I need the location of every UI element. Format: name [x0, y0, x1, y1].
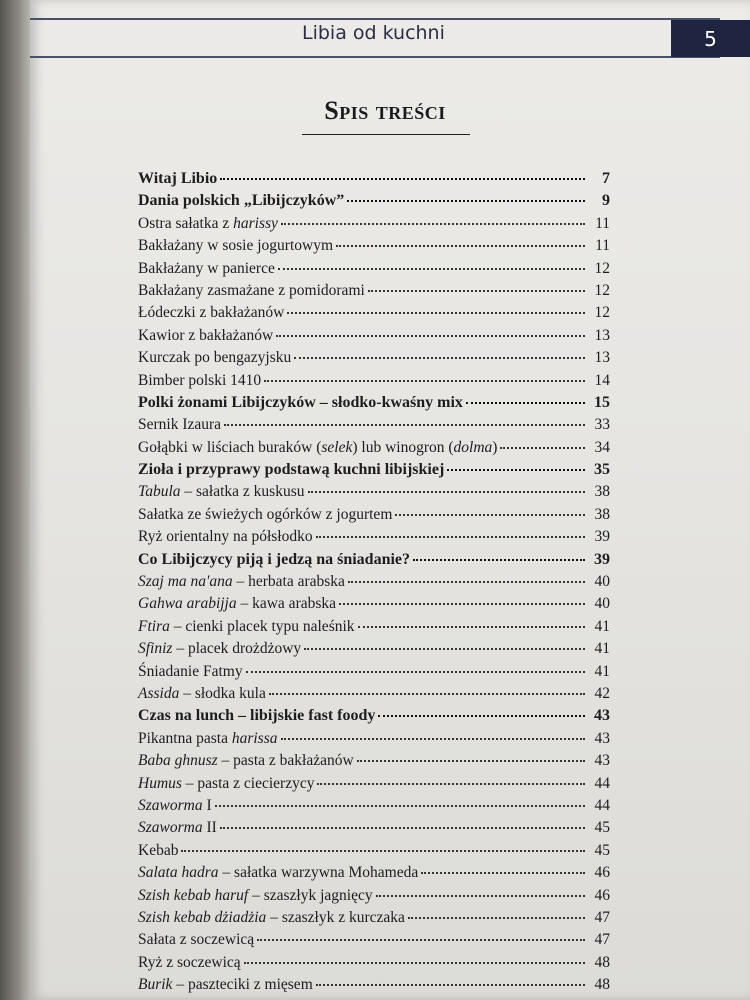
toc-entry-italic-text: Szish kebab dżiadżia: [138, 908, 267, 926]
toc-entry-text: Polki żonami Libijczyków – słodko-kwaśny mix: [138, 393, 463, 411]
toc-entry-italic-text: selek: [321, 438, 353, 456]
toc-entry-title: [138, 573, 345, 591]
toc-entry-text: Sałatka ze świeżych ogórków z jogurtem: [138, 505, 393, 523]
toc-entry-title: [138, 528, 313, 546]
toc-entry-text: Łódeczki z bakłażanów: [138, 304, 285, 322]
toc-entry-text: Bakłażany w sosie jogurtowym: [138, 237, 334, 255]
toc-entry-text: II: [202, 819, 217, 837]
toc-entry-text: I: [202, 796, 212, 814]
toc-leader-dots: [358, 626, 585, 628]
toc-leader-dots: [308, 491, 586, 493]
toc-entry-italic-text: Tabula: [138, 483, 181, 501]
toc-page-number: 47: [594, 931, 610, 949]
toc-entry-italic-text: Szaj ma na'ana: [138, 573, 233, 591]
toc-entry: [138, 260, 610, 282]
toc-entry: [138, 842, 610, 864]
toc-entry-text: – herbata arabska: [232, 573, 345, 591]
toc-entry-title: [138, 819, 217, 837]
toc-entry-italic-text: harissa: [231, 729, 278, 747]
toc-leader-dots: [220, 827, 585, 829]
toc-entry-text: Gołąbki w liściach buraków (: [138, 438, 322, 456]
toc-leader-dots: [466, 402, 585, 404]
toc-entry-italic-text: Assida: [138, 684, 180, 702]
toc-entry: [138, 439, 610, 461]
toc-page-number: 35: [594, 461, 610, 479]
toc-entry-title: [138, 439, 497, 457]
toc-page-number: 45: [594, 819, 610, 837]
toc-entry-text: – szaszłyk z kurczaka: [266, 908, 405, 926]
toc-page-number: 7: [602, 170, 610, 187]
toc-entry: [138, 775, 610, 797]
toc-entry-italic-text: harissy: [233, 214, 278, 232]
toc-page-number: 46: [594, 864, 610, 882]
toc-page-number: 40: [594, 573, 610, 591]
header-rule-bottom: [30, 56, 720, 58]
page-number: 5: [704, 26, 717, 51]
toc-entry-italic-text: Sfiniz: [138, 640, 173, 658]
toc-entry-text: ): [492, 438, 498, 456]
toc-page-number: 45: [594, 841, 610, 859]
toc-entry-title: [138, 640, 301, 658]
toc-entry-title: [138, 976, 313, 994]
toc-heading-underline: [302, 134, 470, 135]
toc-page-number: 48: [594, 953, 610, 971]
toc-page-number: 38: [594, 483, 610, 501]
toc-entry-title: [138, 416, 221, 434]
toc-entry: [138, 931, 610, 953]
toc-entry-title: [138, 797, 212, 815]
toc-entry: [138, 349, 610, 371]
toc-leader-dots: [348, 581, 585, 583]
toc-entry-text: Śniadanie Fatmy: [138, 662, 243, 680]
toc-entry: [138, 327, 610, 349]
toc-leader-dots: [220, 178, 585, 180]
toc-leader-dots: [287, 312, 585, 314]
toc-entry-title: [138, 931, 254, 949]
header-rule-top: [30, 18, 720, 20]
toc-entry-text: – kawa arabska: [236, 595, 337, 613]
toc-entry: [138, 506, 610, 528]
toc-entry: [138, 976, 610, 998]
toc-page-number: 43: [594, 729, 610, 747]
toc-entry-title: [138, 752, 354, 770]
toc-leader-dots: [447, 469, 585, 471]
toc-entry-title: [138, 192, 344, 210]
toc-entry-italic-text: Humus: [138, 774, 182, 792]
toc-entry: [138, 730, 610, 752]
toc-page-number: 42: [594, 684, 610, 702]
toc-leader-dots: [500, 447, 585, 449]
toc-leader-dots: [316, 536, 585, 538]
toc-entry-text: Ryż z soczewicą: [138, 953, 241, 971]
page-number-box: [671, 20, 750, 57]
toc-section-entry: [138, 192, 610, 214]
toc-entry-text: – placek drożdżowy: [172, 640, 302, 658]
toc-page-number: 11: [595, 237, 610, 255]
toc-entry: [138, 573, 610, 595]
toc-entry-title: [138, 864, 418, 882]
toc-entry-title: [138, 327, 273, 345]
toc-entry-text: Sernik Izaura: [138, 416, 222, 434]
running-head-title: Libia od kuchni: [302, 22, 445, 44]
toc-entry-text: Czas na lunch – libijskie fast foody: [138, 707, 376, 725]
toc-entry: [138, 416, 610, 438]
toc-entry-text: Witaj Libio: [138, 170, 218, 187]
toc-heading: Spis treści: [324, 96, 446, 125]
toc-page-number: 33: [594, 416, 610, 434]
toc-page-number: 14: [594, 371, 610, 389]
toc-entry-title: [138, 349, 291, 367]
toc-entry-title: [138, 506, 392, 524]
toc-entry-text: Kebab: [138, 841, 179, 859]
toc-entry-title: [138, 909, 405, 927]
toc-page-number: 13: [594, 349, 610, 367]
toc-page-number: 13: [594, 326, 610, 344]
toc-leader-dots: [264, 380, 585, 382]
toc-leader-dots: [316, 984, 585, 986]
toc-entry-italic-text: Salata hadra: [138, 864, 219, 882]
toc-page-number: 41: [594, 640, 610, 658]
toc-page-number: 44: [594, 774, 610, 792]
toc-page-number: 46: [594, 886, 610, 904]
table-of-contents: [138, 170, 610, 998]
toc-entry-text: – cienki placek typu naleśnik: [169, 617, 355, 635]
toc-entry: [138, 663, 610, 685]
toc-page-number: 15: [594, 393, 610, 411]
toc-entry-italic-text: Baba ghnusz: [138, 752, 218, 770]
toc-entry-text: Kawior z bakłażanów: [138, 326, 274, 344]
toc-entry-italic-text: Szaworma: [138, 796, 203, 814]
toc-page-number: 40: [594, 595, 610, 613]
toc-entry-italic-text: Szaworma: [138, 819, 203, 837]
toc-entry: [138, 237, 610, 259]
toc-entry-text: – pasta z bakłażanów: [217, 752, 354, 770]
toc-leader-dots: [395, 514, 585, 516]
toc-section-entry: [138, 394, 610, 416]
toc-entry: [138, 372, 610, 394]
toc-leader-dots: [281, 223, 585, 225]
toc-entry-text: Ryż orientalny na półsłodko: [138, 528, 313, 546]
toc-entry-title: [138, 685, 266, 703]
toc-entry: [138, 595, 610, 617]
toc-leader-dots: [215, 805, 585, 807]
toc-entry: [138, 954, 610, 976]
toc-entry-title: [138, 372, 261, 390]
toc-page-number: 41: [594, 617, 610, 635]
toc-entry-text: – pasta z ciecierzycy: [181, 774, 315, 792]
toc-entry-italic-text: Gahwa arabijja: [138, 595, 237, 613]
toc-entry-text: – paszteciki z mięsem: [172, 976, 313, 994]
toc-entry-text: Sałata z soczewicą: [138, 931, 255, 949]
toc-entry-title: [138, 842, 178, 860]
toc-entry: [138, 282, 610, 304]
toc-entry: [138, 618, 610, 640]
toc-entry-title: [138, 260, 275, 278]
toc-page-number: 34: [594, 438, 610, 456]
toc-page-number: 47: [594, 908, 610, 926]
toc-leader-dots: [244, 962, 585, 964]
toc-page-number: 12: [594, 281, 610, 299]
toc-entry-title: [138, 237, 333, 255]
toc-entry: [138, 864, 610, 886]
toc-page-number: 12: [594, 259, 610, 277]
toc-entry-text: Bakłażany zasmażane z pomidorami: [138, 281, 365, 299]
toc-entry: [138, 685, 610, 707]
toc-entry-title: [138, 730, 278, 748]
toc-entry-title: [138, 775, 314, 793]
toc-leader-dots: [368, 290, 585, 292]
toc-page-number: 43: [594, 707, 610, 725]
toc-entry-text: Ostra sałatka z: [138, 214, 234, 232]
toc-page-number: 39: [594, 528, 610, 546]
toc-entry-text: – sałatka warzywna Mohameda: [218, 864, 419, 882]
toc-entry-italic-text: Szish kebab haruf: [138, 886, 249, 904]
toc-leader-dots: [257, 939, 585, 941]
toc-entry-text: – słodka kula: [179, 684, 266, 702]
toc-entry-text: – sałatka z kuskusu: [180, 483, 305, 501]
toc-leader-dots: [181, 850, 585, 852]
toc-leader-dots: [294, 357, 585, 359]
toc-entry-title: [138, 954, 241, 972]
toc-entry: [138, 797, 610, 819]
toc-leader-dots: [304, 648, 585, 650]
toc-entry: [138, 819, 610, 841]
toc-entry-text: Pikantna pasta: [138, 729, 232, 747]
adjacent-page-edge: [0, 0, 30, 1000]
toc-entry-title: [138, 394, 463, 412]
toc-entry-title: [138, 595, 336, 613]
toc-page-number: 38: [594, 505, 610, 523]
toc-entry: [138, 215, 610, 237]
toc-entry-text: Dania polskich „Libijczyków”: [138, 192, 345, 210]
toc-page-number: 44: [594, 796, 610, 814]
toc-leader-dots: [278, 268, 585, 270]
toc-page-number: 39: [594, 550, 610, 568]
book-page: [30, 0, 750, 1000]
toc-leader-dots: [269, 693, 585, 695]
toc-section-entry: [138, 461, 610, 483]
toc-page-number: 43: [594, 752, 610, 770]
toc-entry-text: Bimber polski 1410: [138, 371, 262, 389]
toc-entry-text: – szaszłyk jagnięcy: [248, 886, 373, 904]
toc-entry: [138, 483, 610, 505]
toc-leader-dots: [276, 335, 585, 337]
toc-entry-title: [138, 663, 243, 681]
toc-entry-title: [138, 215, 278, 233]
toc-leader-dots: [357, 760, 585, 762]
toc-entry: [138, 528, 610, 550]
toc-entry-title: [138, 887, 373, 905]
toc-leader-dots: [376, 895, 585, 897]
toc-leader-dots: [281, 738, 586, 740]
toc-entry-title: [138, 707, 375, 725]
toc-leader-dots: [408, 917, 585, 919]
toc-leader-dots: [317, 783, 585, 785]
toc-page-number: 9: [602, 192, 610, 210]
toc-page-number: 12: [594, 304, 610, 322]
toc-section-entry: [138, 170, 610, 192]
toc-page-number: 48: [594, 976, 610, 994]
toc-entry-italic-text: Burik: [138, 976, 173, 994]
toc-entry: [138, 304, 610, 326]
toc-entry: [138, 640, 610, 662]
toc-entry-title: [138, 618, 355, 636]
toc-entry-text: ) lub winogron (: [352, 438, 454, 456]
toc-entry-text: Kurczak po bengazyjsku: [138, 349, 292, 367]
toc-leader-dots: [246, 671, 585, 673]
toc-entry-title: [138, 483, 305, 501]
toc-entry-italic-text: dolma: [453, 438, 493, 456]
toc-entry-text: Zioła i przyprawy podstawą kuchni libijskiej: [138, 461, 445, 479]
toc-entry-title: [138, 461, 444, 479]
toc-leader-dots: [336, 245, 585, 247]
toc-leader-dots: [347, 200, 585, 202]
toc-leader-dots: [339, 603, 585, 605]
toc-leader-dots: [224, 424, 585, 426]
toc-leader-dots: [413, 559, 585, 561]
toc-page-number: 11: [595, 214, 610, 232]
toc-section-entry: [138, 707, 610, 729]
toc-entry-text: Bakłażany w panierce: [138, 259, 275, 277]
toc-entry: [138, 752, 610, 774]
toc-entry: [138, 887, 610, 909]
toc-leader-dots: [421, 872, 585, 874]
toc-leader-dots: [378, 715, 585, 717]
toc-entry-title: [138, 282, 365, 300]
toc-entry-text: Co Libijczycy piją i jedzą na śniadanie?: [138, 550, 411, 568]
toc-entry-title: [138, 170, 217, 188]
toc-page-number: 41: [594, 662, 610, 680]
toc-section-entry: [138, 551, 610, 573]
toc-entry-title: [138, 304, 284, 322]
toc-entry-italic-text: Ftira: [138, 617, 170, 635]
toc-entry: [138, 909, 610, 931]
toc-entry-title: [138, 551, 410, 569]
